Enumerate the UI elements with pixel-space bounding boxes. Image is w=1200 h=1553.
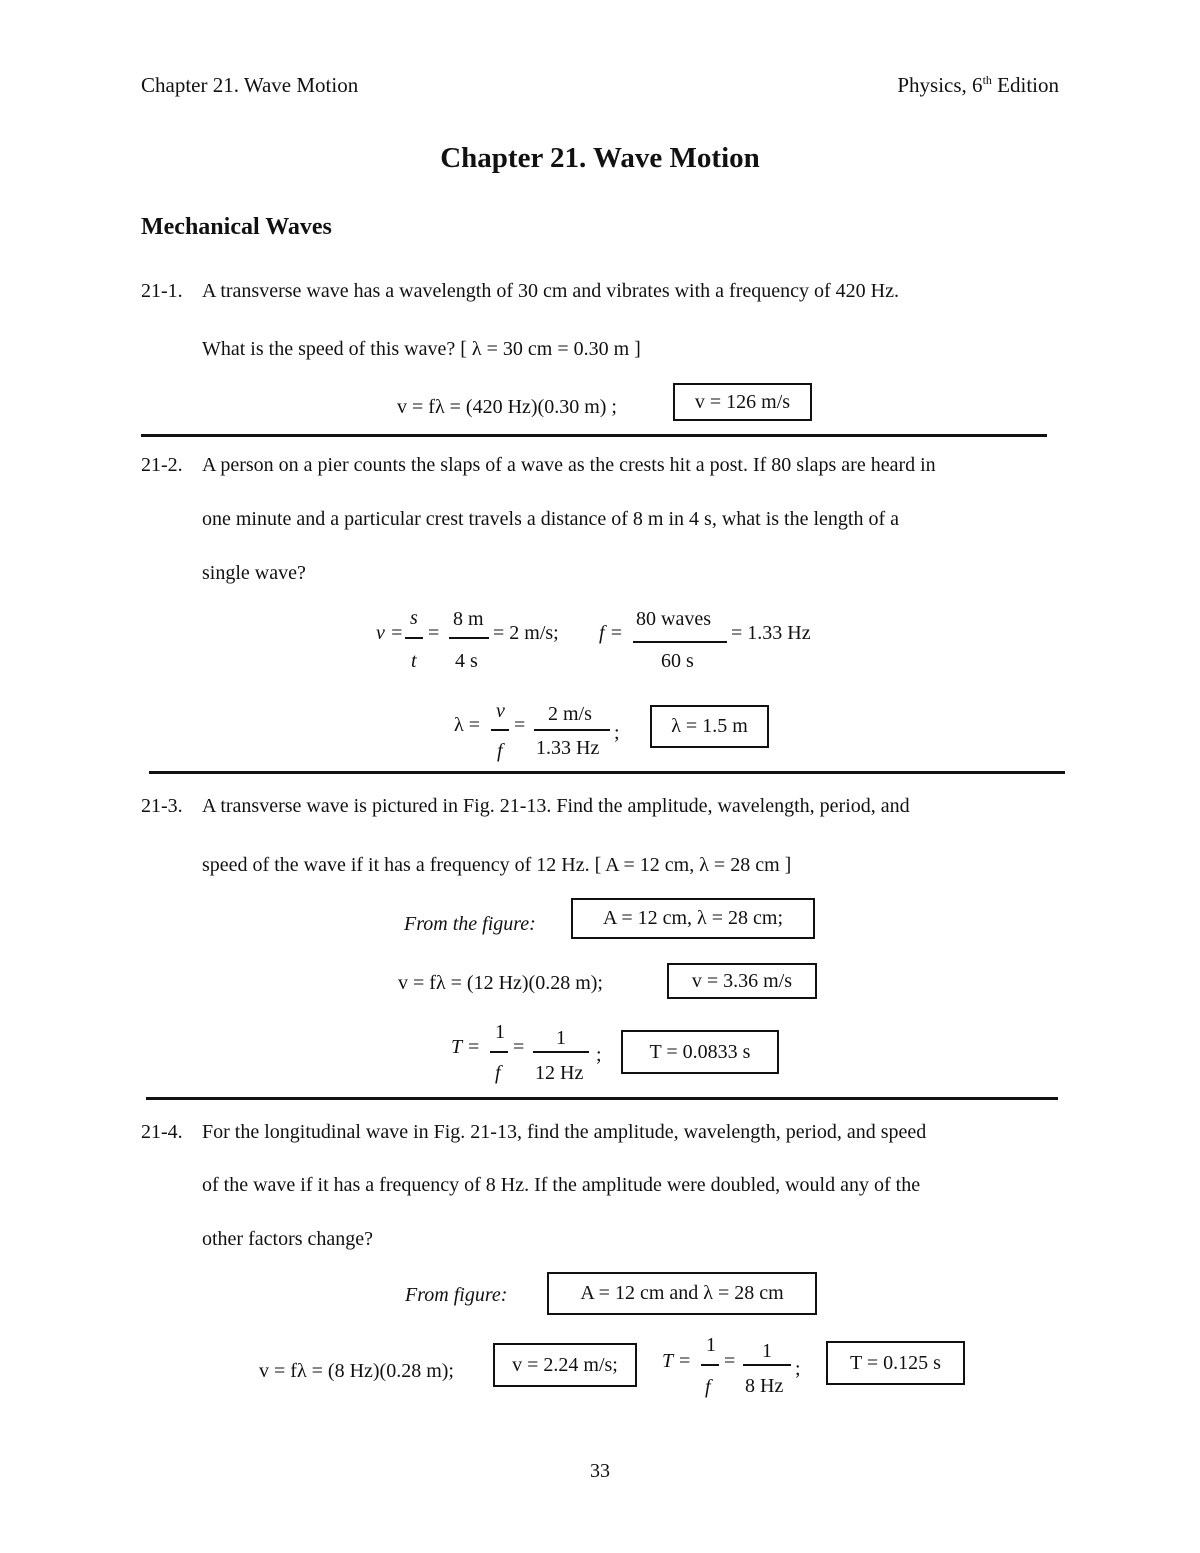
- problem-number: 21-2.: [141, 454, 183, 476]
- fraction-bar: [490, 1051, 508, 1053]
- problem-number: 21-3.: [141, 795, 183, 817]
- fraction-denominator: 12 Hz: [535, 1062, 584, 1084]
- answer-box: v = 2.24 m/s;: [493, 1343, 637, 1387]
- fraction-denominator: 1.33 Hz: [536, 737, 600, 759]
- problem-text-line: speed of the wave if it has a frequency of 12 Hz. [ A = 12 cm, λ = 28 cm ]: [202, 854, 792, 876]
- fraction-numerator: 1: [762, 1340, 772, 1362]
- equation-lhs: λ =: [454, 714, 480, 736]
- var-v: v =: [376, 622, 404, 644]
- answer-box: A = 12 cm and λ = 28 cm: [547, 1272, 817, 1315]
- equation: v = fλ = (8 Hz)(0.28 m);: [259, 1360, 454, 1382]
- answer-box: v = 3.36 m/s: [667, 963, 817, 999]
- running-header-left: Chapter 21. Wave Motion: [141, 73, 359, 97]
- problem-text-line: single wave?: [202, 562, 306, 584]
- equation-lhs: T =: [662, 1350, 692, 1372]
- fraction-numerator: s: [410, 607, 418, 629]
- fraction-bar: [491, 729, 509, 731]
- problem-number: 21-1.: [141, 280, 183, 302]
- equation: v = fλ = (12 Hz)(0.28 m);: [398, 972, 603, 994]
- equation-lhs: [376, 622, 403, 645]
- equation-lhs: T =: [451, 1036, 481, 1058]
- fraction-denominator: 4 s: [455, 650, 478, 672]
- equation-result: = 2 m/s;: [493, 622, 559, 644]
- answer-box: T = 0.125 s: [826, 1341, 965, 1385]
- fraction-denominator: 8 Hz: [745, 1375, 784, 1397]
- equation: v = fλ = (420 Hz)(0.30 m) ;: [397, 396, 617, 418]
- problem-text-line: What is the speed of this wave? [ λ = 30 cm = 0.30 m ]: [202, 338, 641, 360]
- header-edition-sup: th: [982, 73, 992, 87]
- fraction-denominator: 60 s: [661, 650, 694, 672]
- fraction-bar: [701, 1364, 719, 1366]
- divider: [149, 771, 1065, 774]
- fraction-denominator: f: [705, 1376, 711, 1398]
- divider: [141, 434, 1047, 437]
- answer-box: A = 12 cm, λ = 28 cm;: [571, 898, 815, 939]
- fraction-bar: [534, 729, 610, 731]
- fraction-numerator: 1: [706, 1334, 716, 1356]
- fraction-numerator: v: [496, 700, 505, 722]
- semicolon: ;: [795, 1358, 801, 1380]
- problem-text-line: of the wave if it has a frequency of 8 Hz. If the amplitude were doubled, would any of the: [202, 1174, 921, 1196]
- chapter-title: Chapter 21. Wave Motion: [440, 142, 760, 174]
- fraction-bar: [449, 637, 489, 639]
- problem-text-line: A transverse wave has a wavelength of 30 cm and vibrates with a frequency of 420 Hz.: [202, 280, 899, 302]
- fraction-numerator: 8 m: [453, 608, 484, 630]
- problem-number: 21-4.: [141, 1121, 183, 1143]
- label: From figure:: [405, 1284, 508, 1306]
- problem-text-line: For the longitudinal wave in Fig. 21-13, find the amplitude, wavelength, period, and speed: [202, 1121, 927, 1143]
- problem-text-line: other factors change?: [202, 1228, 374, 1250]
- fraction-denominator: f: [495, 1062, 501, 1084]
- problem-text-line: A transverse wave is pictured in Fig. 21-13. Find the amplitude, wavelength, period, and: [202, 795, 910, 817]
- fraction-numerator: 1: [495, 1021, 505, 1043]
- fraction-numerator: 80 waves: [636, 608, 711, 630]
- equation-result: = 1.33 Hz: [731, 622, 811, 644]
- divider: [146, 1097, 1058, 1100]
- equals-sign: =: [514, 714, 526, 736]
- label: From the figure:: [404, 913, 536, 935]
- section-heading: Mechanical Waves: [141, 214, 332, 240]
- semicolon: ;: [596, 1044, 602, 1066]
- equals-sign: =: [428, 622, 440, 644]
- header-edition-prefix: Physics, 6: [897, 73, 983, 97]
- fraction-bar: [533, 1051, 589, 1053]
- fraction-bar: [405, 637, 423, 639]
- problem-text-line: one minute and a particular crest travels a distance of 8 m in 4 s, what is the length of a: [202, 508, 900, 530]
- answer-box: v = 126 m/s: [673, 383, 812, 421]
- equation-lhs: f =: [599, 622, 624, 644]
- semicolon: ;: [614, 722, 620, 744]
- header-edition-suffix: Edition: [991, 73, 1059, 97]
- problem-text-line: A person on a pier counts the slaps of a wave as the crests hit a post. If 80 slaps are heard in: [202, 454, 936, 476]
- equals-sign: =: [724, 1350, 736, 1372]
- answer-box: T = 0.0833 s: [621, 1030, 779, 1074]
- fraction-denominator: t: [411, 650, 417, 672]
- fraction-bar: [633, 641, 727, 643]
- equals-sign: =: [513, 1036, 525, 1058]
- fraction-bar: [743, 1364, 791, 1366]
- answer-box: λ = 1.5 m: [650, 705, 769, 748]
- fraction-denominator: f: [497, 740, 503, 762]
- running-header-right: [897, 73, 1059, 98]
- page-number: 33: [590, 1460, 610, 1482]
- fraction-numerator: 1: [556, 1027, 566, 1049]
- fraction-numerator: 2 m/s: [548, 703, 592, 725]
